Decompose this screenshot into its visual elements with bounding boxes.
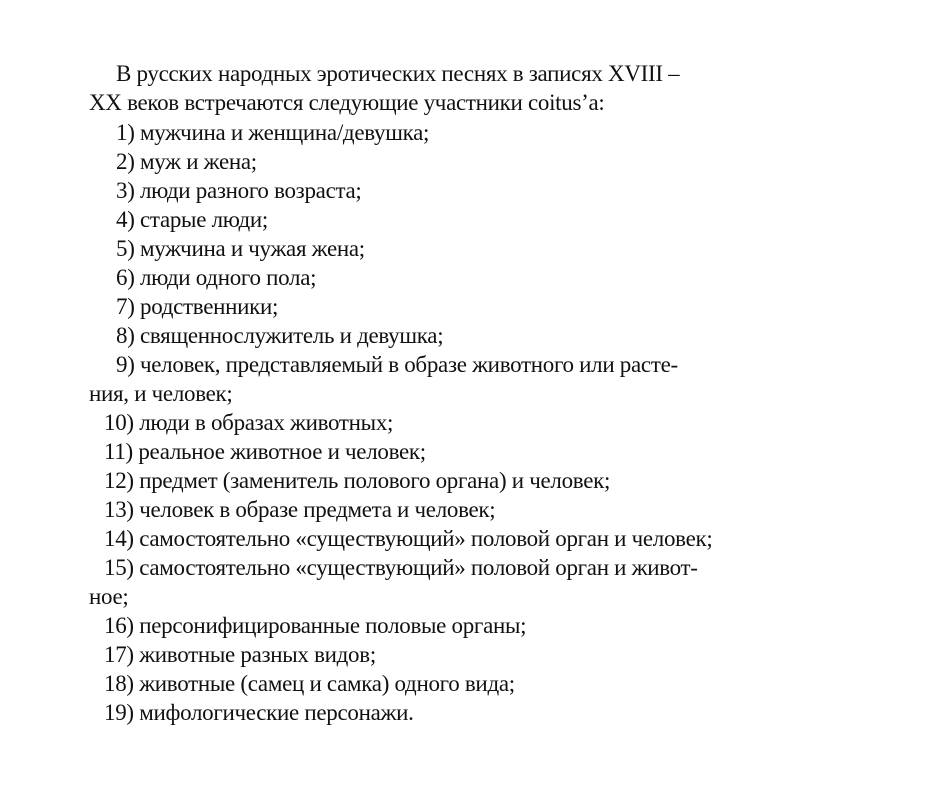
list-item-9: 9) человек, представляемый в образе животного или расте- [116,352,678,377]
list-item-9-continuation: ния, и человек; [89,381,233,406]
list-item-7: 7) родственники; [116,294,279,319]
list-item-18: 18) животные (самец и самка) одного вида; [104,671,515,696]
list-item-5: 5) мужчина и чужая жена; [116,236,365,261]
list-item-4: 4) старые люди; [116,207,268,232]
list-item-13: 13) человек в образе предмета и человек; [104,497,496,522]
list-item-19: 19) мифологические персонажи. [104,700,414,725]
list-item-1: 1) мужчина и женщина/девушка; [116,120,430,145]
list-item-6: 6) люди одного пола; [116,265,317,290]
list-item-16: 16) персонифицированные половые органы; [104,613,527,638]
list-item-15: 15) самостоятельно «существующий» половой орган и живот- [104,555,698,580]
list-item-14: 14) самостоятельно «существующий» половой орган и человек; [104,526,713,551]
list-item-11: 11) реальное животное и человек; [104,439,426,464]
list-item-8: 8) священнослужитель и девушка; [116,323,444,348]
list-item-12: 12) предмет (заменитель полового органа) и человек; [104,468,611,493]
list-item-17: 17) животные разных видов; [104,642,376,667]
list-item-3: 3) люди разного возраста; [116,178,362,203]
list-item-10: 10) люди в образах животных; [104,410,394,435]
paragraph-intro-line-2: XX веков встречаются следующие участники coitus’a: [89,90,605,115]
paragraph-intro-line-1: В русских народных эротических песнях в записях XVIII – [116,61,680,86]
list-item-15-continuation: ное; [89,584,129,609]
list-item-2: 2) муж и жена; [116,149,257,174]
